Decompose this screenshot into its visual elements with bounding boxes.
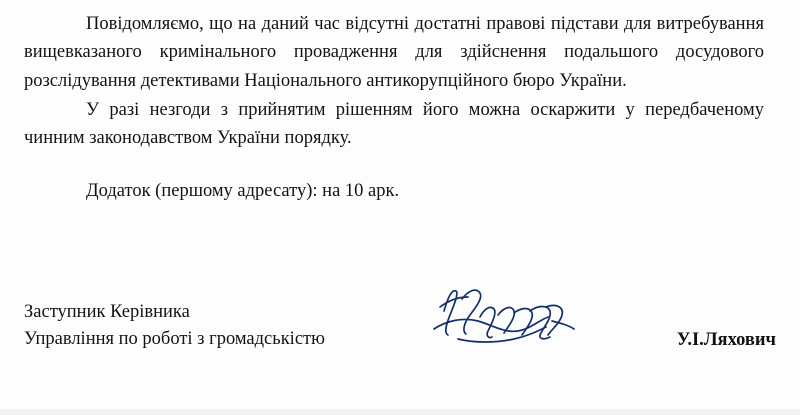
attachment-note: Додаток (першому адресату): на 10 арк. — [86, 181, 400, 202]
signature-block — [24, 277, 776, 353]
signer-title-line-2: Управління по роботі з громадськістю — [24, 329, 325, 350]
paragraph-2: У разі незгоди з прийнятим рішенням його можна оскаржити у передбаченому чинним законодавством України порядку. — [24, 99, 764, 149]
document-body — [24, 10, 764, 152]
scan-edge — [0, 409, 800, 415]
signer-title — [24, 299, 325, 353]
handwritten-signature-icon — [418, 277, 588, 357]
signer-name: У.І.Ляхович — [676, 330, 776, 350]
signer-title-line-1: Заступник Керівника — [24, 302, 190, 323]
paragraph-1: Повідомляємо, що на даний час відсутні достатні правові підстави для витребування вищевказаного кримінального провадження для здійснення подальшого досудового розслідування детективами Національного антикорупційного бюро України. — [24, 14, 764, 91]
